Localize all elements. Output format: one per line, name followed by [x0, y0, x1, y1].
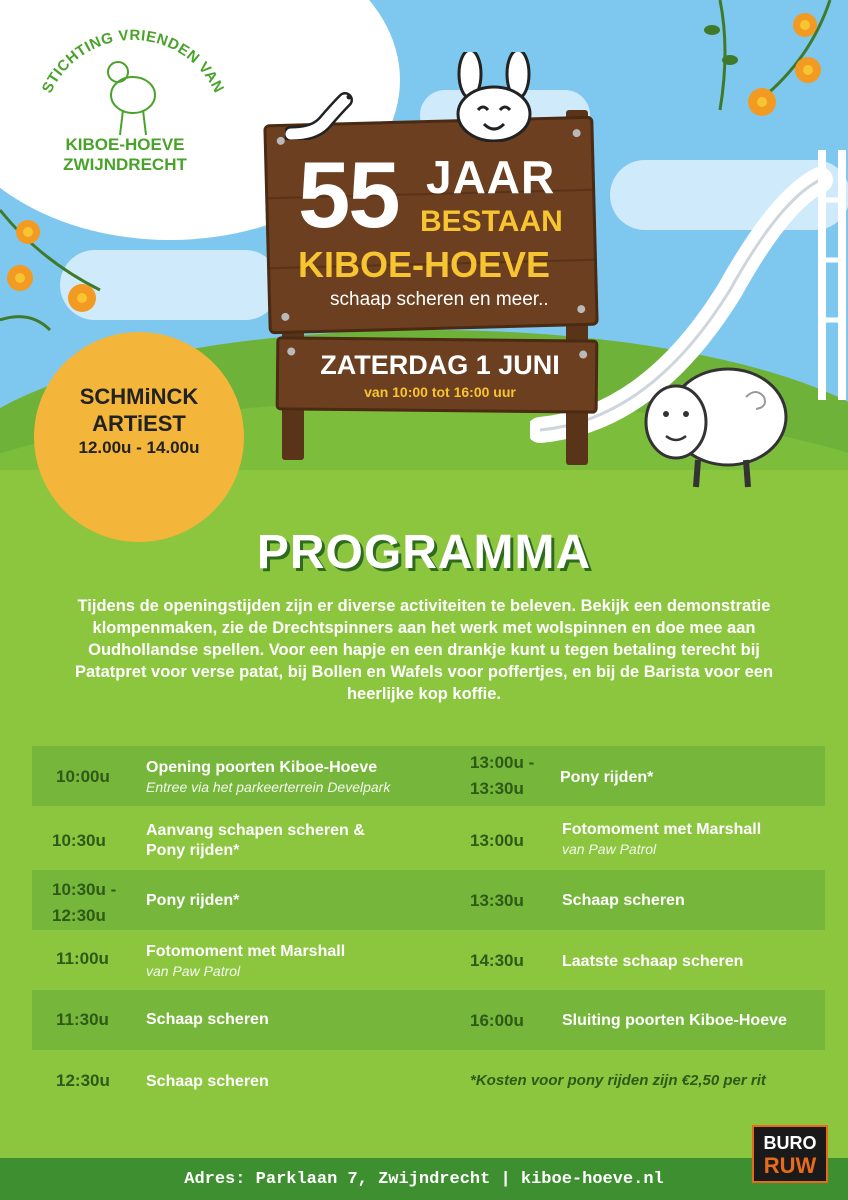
badge-time: 12.00u - 14.00u	[78, 438, 200, 457]
schedule-activity: Aanvang schapen scheren & Pony rijden*	[146, 822, 365, 859]
schedule-time: 10:30u - 12:30u	[52, 880, 117, 925]
schedule-time: 14:30u	[470, 951, 524, 970]
foundation-logo	[28, 10, 238, 140]
flower-vine-icon	[690, 0, 848, 130]
badge-title	[34, 383, 244, 437]
sheep-icon	[628, 352, 788, 492]
schedule-activity-note: van Paw Patrol	[146, 963, 241, 979]
schedule-time: 13:30u	[470, 891, 524, 910]
sign-subtitle: schaap scheren en meer..	[330, 289, 549, 310]
badge-title-line2: ARTiEST	[92, 411, 186, 436]
lamb-icon	[108, 62, 155, 135]
schedule-time: 12:30u	[56, 1071, 110, 1090]
rabbit-icon	[440, 52, 550, 142]
schedule-time: 13:00u	[470, 831, 524, 850]
schedule-activity: Fotomoment met Marshall	[562, 821, 762, 838]
pony-cost-note: *Kosten voor pony rijden zijn €2,50 per rit	[470, 1072, 766, 1089]
anniversary-word-jaar: JAAR	[426, 151, 556, 203]
schedule-activity: Schaap scheren	[146, 1073, 269, 1090]
program-title: PROGRAMMA	[256, 526, 592, 579]
event-date: ZATERDAG 1 JUNI	[320, 350, 560, 380]
worm-icon	[285, 88, 365, 140]
schedule-activity: Laatste schaap scheren	[562, 953, 744, 970]
logo-name-line2: ZWIJNDRECHT	[63, 155, 187, 174]
badge-title-line1: SCHMiNCK	[79, 384, 199, 409]
program-intro: Tijdens de openingstijden zijn er diverse activiteiten te beleven. Bekijk een demonstratie klompenmaken, zie de Drechtspinners aan het werk met wolspinnen en doe mee aan Oudhollandse spellen. Voor een hapje en een drankje kunt u tegen betaling terecht bij Patatpret voor verse patat, bij Bollen en Wafels voor poffertjes, en bij de Barista voor een heerlijke kop koffie.	[74, 597, 774, 703]
event-time: van 10:00 tot 16:00 uur	[364, 384, 516, 400]
schedule-time: 10:30u	[52, 831, 106, 850]
schedule-activity: Sluiting poorten Kiboe-Hoeve	[562, 1012, 787, 1029]
logo-arc-text: STICHTING VRIENDEN VAN	[38, 26, 228, 96]
sign-place: KIBOE-HOEVE	[298, 244, 551, 285]
schedule-activity: Fotomoment met Marshall	[146, 943, 346, 960]
schedule-activity: Pony rijden*	[146, 892, 240, 909]
schedule-activity: Pony rijden*	[560, 769, 654, 786]
schedule-activity-note: Entree via het parkeerterrein Develpark	[146, 779, 391, 795]
anniversary-word-bestaan: BESTAAN	[420, 205, 563, 238]
schedule-time: 13:00u - 13:30u	[470, 753, 535, 798]
face-paint-badge	[34, 332, 244, 542]
buro-logo-line1: BURO	[763, 1133, 817, 1153]
logo-name	[20, 135, 230, 175]
schedule-activity: Schaap scheren	[146, 1011, 269, 1028]
buro-logo-line2: RUW	[763, 1153, 817, 1178]
anniversary-number: 55	[298, 142, 399, 247]
schedule-time: 10:00u	[56, 767, 110, 786]
logo-name-line1: KIBOE-HOEVE	[65, 135, 185, 154]
schedule-time: 11:00u	[56, 949, 109, 968]
svg-text:STICHTING VRIENDEN VAN	[39, 27, 228, 96]
footer-address: Adres: Parklaan 7, Zwijndrecht | kiboe-hoeve.nl	[184, 1170, 664, 1189]
schedule-time: 16:00u	[470, 1011, 524, 1030]
schedule-activity: Opening poorten Kiboe-Hoeve	[146, 759, 378, 776]
schedule-time: 11:30u	[56, 1010, 109, 1029]
buro-ruw-logo	[752, 1125, 828, 1183]
schedule-activity: Schaap scheren	[562, 892, 685, 909]
schedule-activity-note: van Paw Patrol	[562, 841, 657, 857]
